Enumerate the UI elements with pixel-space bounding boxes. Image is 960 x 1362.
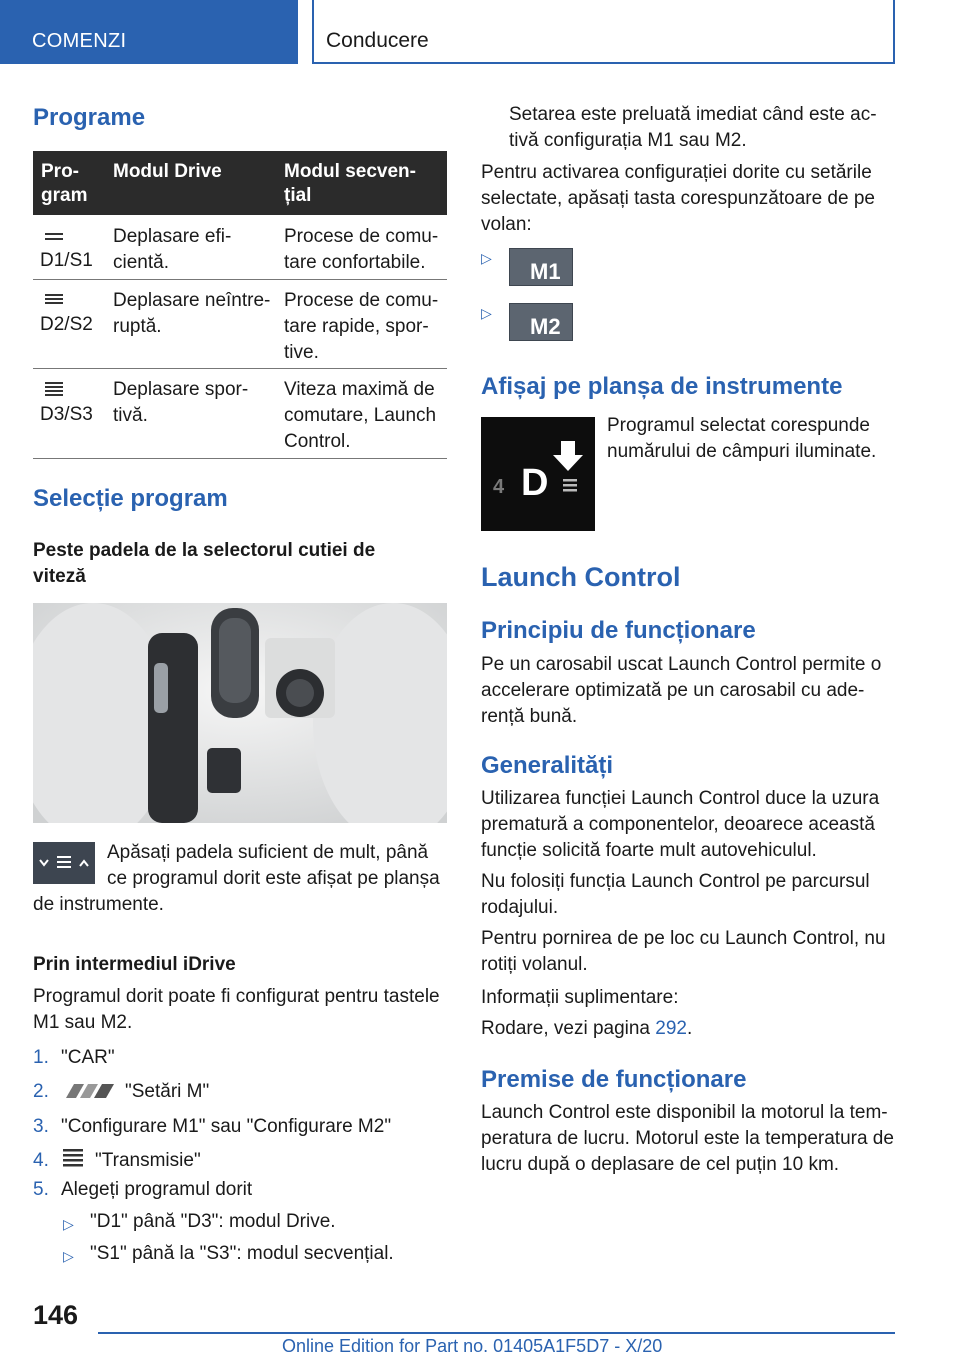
gear-selector-photo [33, 603, 447, 823]
principle-title: Principiu de funcționare [481, 617, 756, 644]
xref-suffix: . [686, 1018, 693, 1039]
step-3-num: 3. [33, 1116, 49, 1137]
section-tab [0, 0, 298, 64]
program-2-code: D2/S2 [40, 314, 93, 335]
table-divider [33, 368, 447, 369]
display-title: Afișaj pe planșa de instrumente [481, 373, 843, 400]
bullet-icon: ▷ [63, 1216, 74, 1232]
general-title: Generalități [481, 752, 614, 779]
page-number: 146 [33, 1300, 79, 1330]
prereq-title: Premise de funcționare [481, 1066, 747, 1093]
general-text-5 [481, 1016, 692, 1042]
chapter-label: Conducere [326, 29, 429, 52]
bullet-icon: ▷ [481, 305, 492, 321]
program-3-icon [43, 381, 65, 397]
cluster-gear-number: 4 [493, 476, 505, 498]
launch-title: Launch Control [481, 562, 681, 592]
display-text: Programul selectat corespunde numărului de câmpuri iluminate. [607, 415, 877, 462]
col-drive: Modul Drive [113, 161, 222, 182]
chapter-tab [312, 0, 895, 64]
selection-title: Selecție program [33, 485, 228, 512]
col-sequential: Modul secven- țial [284, 161, 416, 206]
program-2-sequential: Procese de comu- tare rapide, spor- tive. [284, 290, 439, 363]
substep-2: "S1" până la "S3": modul secvențial. [90, 1243, 394, 1264]
bullet-icon: ▷ [63, 1248, 74, 1264]
step-2-text: "Setări M" [125, 1081, 210, 1102]
m1-button-image [509, 248, 573, 286]
m2-button-image [509, 303, 573, 341]
program-2-drive: Deplasare neîntre- ruptă. [113, 290, 271, 337]
paddle-text-2: ce programul dorit este afișat pe planșa [107, 868, 440, 889]
step-5-num: 5. [33, 1179, 49, 1200]
substep-1: "D1" până "D3": modul Drive. [90, 1211, 336, 1232]
footer-divider [98, 1332, 895, 1334]
programs-title: Programe [33, 104, 146, 131]
program-1-sequential: Procese de comu- tare confortabile. [284, 226, 439, 273]
idrive-text: Programul dorit poate fi configurat pentru tastele M1 sau M2. [33, 986, 440, 1033]
principle-text: Pe un carosabil uscat Launch Control permite o accelerare optimizată pe un carosabil cu ade- rență bună. [481, 654, 882, 727]
program-3-code: D3/S3 [40, 404, 93, 425]
bullet-icon: ▷ [481, 250, 492, 266]
xref-prefix: Rodare, vezi pagina [481, 1018, 656, 1039]
program-2-icon [43, 291, 65, 307]
program-3-drive: Deplasare spor- tivă. [113, 379, 249, 426]
cluster-gear-letter: D [521, 462, 549, 504]
step-5-text: Alegeți programul dorit [61, 1179, 253, 1200]
paddle-text-3: de instrumente. [33, 894, 164, 915]
paddle-indicator-image [33, 842, 95, 884]
general-text-3: Pentru pornirea de pe loc cu Launch Control, nu rotiți volanul. [481, 928, 886, 975]
saved-text: Setarea este preluată imediat când este ac- tivă configurația M1 sau M2. [509, 104, 877, 151]
general-text-1: Utilizarea funcției Launch Control duce la uzura prematură a componentelor, deoarece această funcție solicită foarte mult autovehiculul. [481, 788, 880, 861]
step-1-text: "CAR" [61, 1047, 115, 1068]
step-1-num: 1. [33, 1047, 49, 1068]
idrive-heading: Prin intermediul iDrive [33, 954, 236, 975]
general-text-4: Informații suplimentare: [481, 987, 679, 1008]
page-link[interactable]: 292 [655, 1018, 687, 1039]
program-3-sequential: Viteza maximă de comutare, Launch Control. [284, 379, 437, 452]
transmission-icon [61, 1147, 85, 1167]
program-1-code: D1/S1 [40, 250, 93, 271]
step-2-num: 2. [33, 1081, 49, 1102]
prereq-text: Launch Control este disponibil la motorul la tem- peratura de lucru. Motorul este la temperatura de lucru după o deplasare de cel puțin 10 km. [481, 1102, 894, 1175]
paddle-text-1: Apăsați padela suficient de mult, până [107, 842, 429, 863]
m1-label: M1 [530, 259, 561, 284]
table-divider [33, 458, 447, 459]
general-text-2: Nu folosiți funcția Launch Control pe parcursul rodajului. [481, 871, 870, 918]
step-4-text: "Transmisie" [95, 1150, 201, 1171]
m2-label: M2 [530, 314, 561, 339]
program-1-icon [43, 228, 65, 244]
instrument-cluster-image [481, 417, 595, 531]
program-1-drive: Deplasare efi- cientă. [113, 226, 232, 273]
activate-text: Pentru activarea configurației dorite cu setările selectate, apăsați tasta corespunzătoare de pe volan: [481, 162, 875, 235]
paddle-heading: Peste padela de la selectorul cutiei de viteză [33, 540, 376, 587]
section-label: COMENZI [32, 30, 127, 52]
table-divider [33, 279, 447, 280]
step-3-text: "Configurare M1" sau "Configurare M2" [61, 1116, 392, 1137]
col-program: Pro- gram [41, 161, 88, 206]
edition-text: Online Edition for Part no. 01405A1F5D7 - X/20 [282, 1336, 663, 1356]
m-stripes-icon [62, 1082, 118, 1100]
step-4-num: 4. [33, 1150, 49, 1171]
